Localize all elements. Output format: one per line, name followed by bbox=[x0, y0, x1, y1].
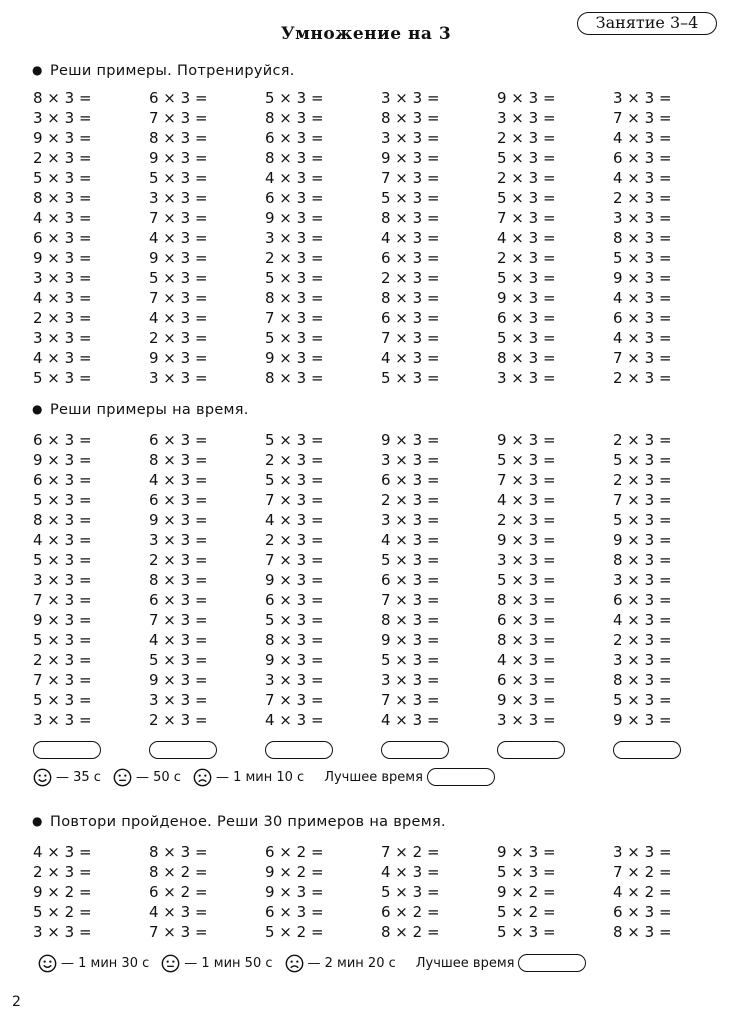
exercise-item: 2 × 3 = bbox=[613, 631, 672, 649]
exercise-item: 2 × 3 = bbox=[33, 651, 92, 669]
exercise-item: 4 × 3 = bbox=[381, 863, 440, 881]
neutral-face-icon bbox=[113, 768, 132, 787]
exercise-item: 9 × 3 = bbox=[265, 349, 324, 367]
exercise-item: 8 × 2 = bbox=[149, 863, 208, 881]
exercise-item: 5 × 3 = bbox=[613, 451, 672, 469]
exercise-item: 5 × 3 = bbox=[497, 189, 556, 207]
exercise-item: 7 × 3 = bbox=[149, 923, 208, 941]
exercise-column bbox=[381, 842, 440, 942]
exercise-item: 4 × 3 = bbox=[381, 531, 440, 549]
exercise-item: 9 × 3 = bbox=[497, 431, 556, 449]
section2-instruction bbox=[32, 402, 249, 418]
exercise-item: 5 × 3 = bbox=[149, 651, 208, 669]
exercise-item: 3 × 3 = bbox=[613, 843, 672, 861]
section3-instruction-text: Повтори пройденое. Реши 30 примеров на время. bbox=[50, 814, 446, 830]
exercise-item: 3 × 3 = bbox=[149, 189, 208, 207]
exercise-item: 5 × 3 = bbox=[613, 691, 672, 709]
exercise-item: 8 × 3 = bbox=[33, 189, 92, 207]
exercise-item: 8 × 2 = bbox=[381, 923, 440, 941]
section2-instruction-text: Реши примеры на время. bbox=[50, 402, 249, 418]
exercise-item: 8 × 3 = bbox=[381, 611, 440, 629]
exercise-item: 5 × 3 = bbox=[33, 631, 92, 649]
exercise-item: 6 × 3 = bbox=[33, 229, 92, 247]
exercise-item: 2 × 3 = bbox=[33, 149, 92, 167]
exercise-item: 7 × 3 = bbox=[33, 591, 92, 609]
bullet-icon: ● bbox=[32, 402, 43, 416]
exercise-item: 5 × 2 = bbox=[497, 903, 556, 921]
exercise-item: 2 × 3 = bbox=[149, 711, 208, 729]
exercise-item: 7 × 3 = bbox=[265, 491, 324, 509]
exercise-item: 8 × 3 = bbox=[613, 671, 672, 689]
exercise-item: 8 × 3 = bbox=[33, 511, 92, 529]
exercise-item: 2 × 3 = bbox=[497, 129, 556, 147]
time-answer-box-4[interactable] bbox=[381, 741, 449, 759]
exercise-item: 4 × 3 = bbox=[613, 129, 672, 147]
exercise-item: 5 × 3 = bbox=[265, 431, 324, 449]
happy-face-icon bbox=[38, 954, 57, 973]
exercise-item: 5 × 3 = bbox=[613, 249, 672, 267]
exercise-item: 7 × 3 = bbox=[613, 109, 672, 127]
exercise-item: 4 × 3 = bbox=[381, 711, 440, 729]
exercise-item: 2 × 3 = bbox=[265, 531, 324, 549]
exercise-item: 9 × 3 = bbox=[265, 883, 324, 901]
exercise-item: 6 × 3 = bbox=[149, 431, 208, 449]
exercise-item: 2 × 3 = bbox=[265, 249, 324, 267]
exercise-item: 7 × 3 = bbox=[613, 491, 672, 509]
section1-instruction-text: Реши примеры. Потренируйся. bbox=[50, 63, 295, 79]
exercise-item: 3 × 3 = bbox=[613, 571, 672, 589]
page-title: Умножение на 3 bbox=[280, 24, 452, 44]
exercise-item: 3 × 3 = bbox=[33, 329, 92, 347]
exercise-item: 8 × 3 = bbox=[381, 289, 440, 307]
exercise-item: 9 × 3 = bbox=[613, 269, 672, 287]
exercise-item: 2 × 3 = bbox=[149, 329, 208, 347]
page-number: 2 bbox=[12, 994, 21, 1010]
exercise-item: 5 × 3 = bbox=[613, 511, 672, 529]
exercise-item: 7 × 3 = bbox=[265, 309, 324, 327]
exercise-item: 4 × 3 = bbox=[149, 631, 208, 649]
exercise-item: 9 × 2 = bbox=[33, 883, 92, 901]
exercise-item: 3 × 3 = bbox=[381, 451, 440, 469]
exercise-item: 8 × 3 = bbox=[33, 89, 92, 107]
exercise-item: 5 × 3 = bbox=[149, 169, 208, 187]
sad-score-time: — 2 мин 20 с bbox=[307, 955, 396, 971]
exercise-item: 4 × 3 = bbox=[497, 651, 556, 669]
section1-instruction bbox=[32, 63, 295, 79]
exercise-column bbox=[613, 842, 672, 942]
exercise-item: 5 × 3 = bbox=[381, 651, 440, 669]
exercise-column bbox=[613, 88, 672, 388]
exercise-item: 7 × 3 = bbox=[613, 349, 672, 367]
exercise-item: 6 × 3 = bbox=[613, 149, 672, 167]
exercise-item: 6 × 3 = bbox=[381, 309, 440, 327]
exercise-item: 5 × 2 = bbox=[265, 923, 324, 941]
sad-score-time: — 1 мин 10 с bbox=[215, 769, 305, 785]
exercise-item: 4 × 3 = bbox=[613, 611, 672, 629]
exercise-item: 8 × 3 = bbox=[497, 349, 556, 367]
exercise-item: 5 × 3 = bbox=[265, 329, 324, 347]
exercise-column bbox=[497, 842, 556, 942]
exercise-column bbox=[33, 842, 92, 942]
exercise-item: 6 × 3 = bbox=[149, 591, 208, 609]
exercise-item: 5 × 3 = bbox=[497, 269, 556, 287]
exercise-item: 8 × 3 = bbox=[149, 451, 208, 469]
exercise-item: 8 × 3 = bbox=[149, 571, 208, 589]
exercise-item: 2 × 3 = bbox=[381, 491, 440, 509]
exercise-column bbox=[33, 88, 92, 388]
exercise-item: 7 × 3 = bbox=[381, 691, 440, 709]
exercise-column bbox=[33, 430, 92, 730]
exercise-item: 9 × 3 = bbox=[149, 511, 208, 529]
exercise-item: 2 × 3 = bbox=[613, 189, 672, 207]
exercise-item: 4 × 3 = bbox=[33, 349, 92, 367]
exercise-item: 4 × 3 = bbox=[33, 531, 92, 549]
exercise-item: 9 × 3 = bbox=[381, 631, 440, 649]
exercise-item: 8 × 3 = bbox=[265, 109, 324, 127]
exercise-column bbox=[149, 88, 208, 388]
exercise-item: 8 × 3 = bbox=[497, 591, 556, 609]
exercise-item: 2 × 3 = bbox=[497, 511, 556, 529]
exercise-item: 4 × 3 = bbox=[33, 209, 92, 227]
exercise-item: 8 × 3 = bbox=[381, 209, 440, 227]
exercise-item: 5 × 3 = bbox=[33, 691, 92, 709]
exercise-item: 6 × 3 = bbox=[381, 249, 440, 267]
exercise-item: 2 × 3 = bbox=[149, 551, 208, 569]
exercise-item: 5 × 3 = bbox=[33, 491, 92, 509]
exercise-item: 7 × 3 = bbox=[381, 329, 440, 347]
exercise-item: 3 × 3 = bbox=[33, 269, 92, 287]
exercise-item: 4 × 3 = bbox=[33, 843, 92, 861]
best-time-box[interactable] bbox=[427, 768, 495, 786]
exercise-item: 5 × 3 = bbox=[265, 269, 324, 287]
exercise-item: 9 × 3 = bbox=[149, 671, 208, 689]
happy-score-time: — 35 с bbox=[56, 769, 101, 785]
exercise-item: 3 × 3 = bbox=[149, 691, 208, 709]
exercise-item: 5 × 3 = bbox=[33, 369, 92, 387]
exercise-item: 8 × 3 = bbox=[497, 631, 556, 649]
neutral-face-icon bbox=[161, 954, 180, 973]
exercise-item: 8 × 3 = bbox=[265, 289, 324, 307]
exercise-item: 4 × 3 = bbox=[381, 229, 440, 247]
exercise-item: 4 × 3 = bbox=[613, 329, 672, 347]
time-answer-box-1[interactable] bbox=[33, 741, 101, 759]
neutral-score-time: — 1 мин 50 с bbox=[184, 955, 273, 971]
exercise-item: 5 × 3 = bbox=[497, 923, 556, 941]
exercise-item: 6 × 3 = bbox=[149, 89, 208, 107]
exercise-column bbox=[497, 88, 556, 388]
best-time-label: Лучшее время bbox=[324, 769, 423, 785]
exercise-item: 3 × 3 = bbox=[33, 923, 92, 941]
exercise-item: 4 × 3 = bbox=[265, 711, 324, 729]
exercise-item: 7 × 3 = bbox=[381, 169, 440, 187]
exercise-column bbox=[149, 842, 208, 942]
exercise-item: 5 × 3 = bbox=[497, 863, 556, 881]
exercise-item: 6 × 3 = bbox=[265, 591, 324, 609]
exercise-item: 9 × 3 = bbox=[497, 531, 556, 549]
exercise-item: 3 × 3 = bbox=[381, 511, 440, 529]
exercise-item: 6 × 3 = bbox=[33, 471, 92, 489]
exercise-item: 4 × 3 = bbox=[149, 903, 208, 921]
neutral-score-time: — 50 с bbox=[135, 769, 181, 785]
exercise-item: 9 × 3 = bbox=[33, 129, 92, 147]
exercise-item: 2 × 3 = bbox=[381, 269, 440, 287]
exercise-item: 6 × 3 = bbox=[497, 309, 556, 327]
exercise-item: 9 × 3 = bbox=[497, 843, 556, 861]
exercise-item: 7 × 3 = bbox=[381, 591, 440, 609]
exercise-item: 6 × 3 = bbox=[613, 309, 672, 327]
exercise-column bbox=[381, 430, 440, 730]
exercise-item: 6 × 3 = bbox=[265, 189, 324, 207]
sad-face-icon bbox=[285, 954, 304, 973]
lesson-badge: Занятие 3–4 bbox=[577, 12, 717, 35]
exercise-item: 9 × 3 = bbox=[149, 249, 208, 267]
exercise-item: 9 × 3 = bbox=[33, 451, 92, 469]
exercise-item: 4 × 3 = bbox=[149, 471, 208, 489]
exercise-item: 4 × 3 = bbox=[613, 169, 672, 187]
exercise-item: 5 × 3 = bbox=[381, 369, 440, 387]
exercise-item: 6 × 3 = bbox=[33, 431, 92, 449]
exercise-column bbox=[613, 430, 672, 730]
time-answer-box-3[interactable] bbox=[265, 741, 333, 759]
section2-score-row bbox=[33, 766, 495, 788]
exercise-item: 6 × 3 = bbox=[381, 471, 440, 489]
exercise-item: 3 × 3 = bbox=[381, 89, 440, 107]
exercise-item: 8 × 3 = bbox=[613, 923, 672, 941]
exercise-item: 4 × 3 = bbox=[149, 309, 208, 327]
exercise-item: 9 × 3 = bbox=[33, 249, 92, 267]
exercise-item: 6 × 3 = bbox=[149, 491, 208, 509]
exercise-item: 3 × 3 = bbox=[497, 109, 556, 127]
exercise-item: 2 × 3 = bbox=[497, 249, 556, 267]
exercise-item: 3 × 3 = bbox=[149, 369, 208, 387]
exercise-item: 6 × 3 = bbox=[497, 611, 556, 629]
exercise-column bbox=[497, 430, 556, 730]
exercise-item: 7 × 3 = bbox=[149, 289, 208, 307]
exercise-item: 3 × 3 = bbox=[149, 531, 208, 549]
exercise-item: 9 × 3 = bbox=[149, 349, 208, 367]
exercise-column bbox=[265, 842, 324, 942]
exercise-item: 4 × 3 = bbox=[265, 511, 324, 529]
exercise-item: 8 × 3 = bbox=[265, 631, 324, 649]
exercise-column bbox=[149, 430, 208, 730]
exercise-item: 3 × 3 = bbox=[33, 109, 92, 127]
exercise-item: 9 × 3 = bbox=[497, 691, 556, 709]
exercise-item: 3 × 3 = bbox=[265, 229, 324, 247]
exercise-item: 2 × 3 = bbox=[613, 369, 672, 387]
exercise-item: 5 × 3 = bbox=[497, 149, 556, 167]
exercise-item: 3 × 3 = bbox=[613, 209, 672, 227]
exercise-item: 5 × 3 = bbox=[497, 451, 556, 469]
time-answer-box-5[interactable] bbox=[497, 741, 565, 759]
exercise-item: 9 × 3 = bbox=[613, 531, 672, 549]
exercise-item: 4 × 3 = bbox=[149, 229, 208, 247]
exercise-item: 7 × 3 = bbox=[33, 671, 92, 689]
exercise-item: 9 × 3 = bbox=[265, 651, 324, 669]
exercise-item: 6 × 3 = bbox=[613, 591, 672, 609]
exercise-column bbox=[381, 88, 440, 388]
exercise-item: 3 × 3 = bbox=[265, 671, 324, 689]
exercise-item: 4 × 3 = bbox=[381, 349, 440, 367]
exercise-item: 3 × 3 = bbox=[497, 369, 556, 387]
exercise-item: 4 × 3 = bbox=[497, 229, 556, 247]
exercise-item: 7 × 3 = bbox=[497, 209, 556, 227]
exercise-item: 2 × 3 = bbox=[497, 169, 556, 187]
exercise-item: 2 × 3 = bbox=[33, 863, 92, 881]
exercise-item: 8 × 3 = bbox=[613, 551, 672, 569]
exercise-item: 9 × 3 = bbox=[381, 149, 440, 167]
exercise-item: 5 × 3 = bbox=[381, 189, 440, 207]
exercise-item: 8 × 3 = bbox=[265, 149, 324, 167]
exercise-item: 4 × 3 = bbox=[265, 169, 324, 187]
exercise-item: 9 × 3 = bbox=[265, 209, 324, 227]
exercise-item: 3 × 3 = bbox=[33, 571, 92, 589]
exercise-item: 4 × 2 = bbox=[613, 883, 672, 901]
sad-face-icon bbox=[193, 768, 212, 787]
exercise-item: 3 × 3 = bbox=[613, 651, 672, 669]
exercise-item: 8 × 3 = bbox=[149, 129, 208, 147]
exercise-item: 2 × 3 = bbox=[613, 431, 672, 449]
time-answer-box-2[interactable] bbox=[149, 741, 217, 759]
exercise-item: 6 × 2 = bbox=[381, 903, 440, 921]
exercise-item: 4 × 3 = bbox=[497, 491, 556, 509]
exercise-item: 7 × 3 = bbox=[497, 471, 556, 489]
exercise-item: 7 × 3 = bbox=[265, 551, 324, 569]
exercise-item: 7 × 3 = bbox=[149, 209, 208, 227]
exercise-item: 8 × 3 = bbox=[613, 229, 672, 247]
exercise-item: 9 × 3 = bbox=[33, 611, 92, 629]
bullet-icon: ● bbox=[32, 63, 43, 77]
happy-face-icon bbox=[33, 768, 52, 787]
exercise-item: 5 × 3 = bbox=[497, 329, 556, 347]
time-answer-box-6[interactable] bbox=[613, 741, 681, 759]
exercise-item: 5 × 3 = bbox=[497, 571, 556, 589]
exercise-item: 8 × 3 = bbox=[265, 369, 324, 387]
exercise-item: 7 × 2 = bbox=[381, 843, 440, 861]
exercise-item: 7 × 2 = bbox=[613, 863, 672, 881]
exercise-item: 6 × 3 = bbox=[381, 571, 440, 589]
exercise-item: 6 × 2 = bbox=[265, 843, 324, 861]
exercise-item: 6 × 3 = bbox=[613, 903, 672, 921]
exercise-item: 9 × 3 = bbox=[497, 289, 556, 307]
exercise-item: 4 × 3 = bbox=[613, 289, 672, 307]
exercise-item: 7 × 3 = bbox=[149, 611, 208, 629]
exercise-column bbox=[265, 430, 324, 730]
exercise-item: 6 × 3 = bbox=[265, 903, 324, 921]
exercise-item: 8 × 3 = bbox=[381, 109, 440, 127]
exercise-item: 5 × 3 = bbox=[381, 883, 440, 901]
exercise-item: 3 × 3 = bbox=[381, 671, 440, 689]
exercise-item: 2 × 3 = bbox=[613, 471, 672, 489]
exercise-item: 3 × 3 = bbox=[497, 551, 556, 569]
exercise-item: 9 × 3 = bbox=[265, 571, 324, 589]
exercise-item: 9 × 3 = bbox=[149, 149, 208, 167]
exercise-item: 6 × 2 = bbox=[149, 883, 208, 901]
exercise-item: 2 × 3 = bbox=[33, 309, 92, 327]
exercise-item: 3 × 3 = bbox=[497, 711, 556, 729]
exercise-item: 3 × 3 = bbox=[381, 129, 440, 147]
exercise-item: 6 × 3 = bbox=[265, 129, 324, 147]
exercise-item: 5 × 3 = bbox=[265, 611, 324, 629]
exercise-item: 2 × 3 = bbox=[265, 451, 324, 469]
exercise-item: 7 × 3 = bbox=[265, 691, 324, 709]
exercise-item: 5 × 3 = bbox=[33, 169, 92, 187]
exercise-item: 3 × 3 = bbox=[33, 711, 92, 729]
exercise-item: 9 × 3 = bbox=[613, 711, 672, 729]
exercise-item: 6 × 3 = bbox=[497, 671, 556, 689]
exercise-item: 3 × 3 = bbox=[613, 89, 672, 107]
exercise-item: 7 × 3 = bbox=[149, 109, 208, 127]
exercise-item: 8 × 3 = bbox=[149, 843, 208, 861]
exercise-item: 5 × 3 = bbox=[265, 89, 324, 107]
section3-score-row bbox=[38, 952, 586, 974]
happy-score-time: — 1 мин 30 с bbox=[61, 955, 150, 971]
best-time-label: Лучшее время bbox=[415, 955, 515, 971]
exercise-item: 5 × 3 = bbox=[265, 471, 324, 489]
exercise-item: 9 × 3 = bbox=[497, 89, 556, 107]
bullet-icon: ● bbox=[32, 814, 43, 828]
exercise-column bbox=[265, 88, 324, 388]
exercise-item: 5 × 3 = bbox=[33, 551, 92, 569]
exercise-item: 9 × 3 = bbox=[381, 431, 440, 449]
exercise-item: 5 × 3 = bbox=[381, 551, 440, 569]
exercise-item: 4 × 3 = bbox=[33, 289, 92, 307]
exercise-item: 5 × 2 = bbox=[33, 903, 92, 921]
best-time-box[interactable] bbox=[518, 954, 586, 972]
section3-instruction bbox=[32, 814, 446, 830]
exercise-item: 5 × 3 = bbox=[149, 269, 208, 287]
exercise-item: 9 × 2 = bbox=[265, 863, 324, 881]
exercise-item: 9 × 2 = bbox=[497, 883, 556, 901]
